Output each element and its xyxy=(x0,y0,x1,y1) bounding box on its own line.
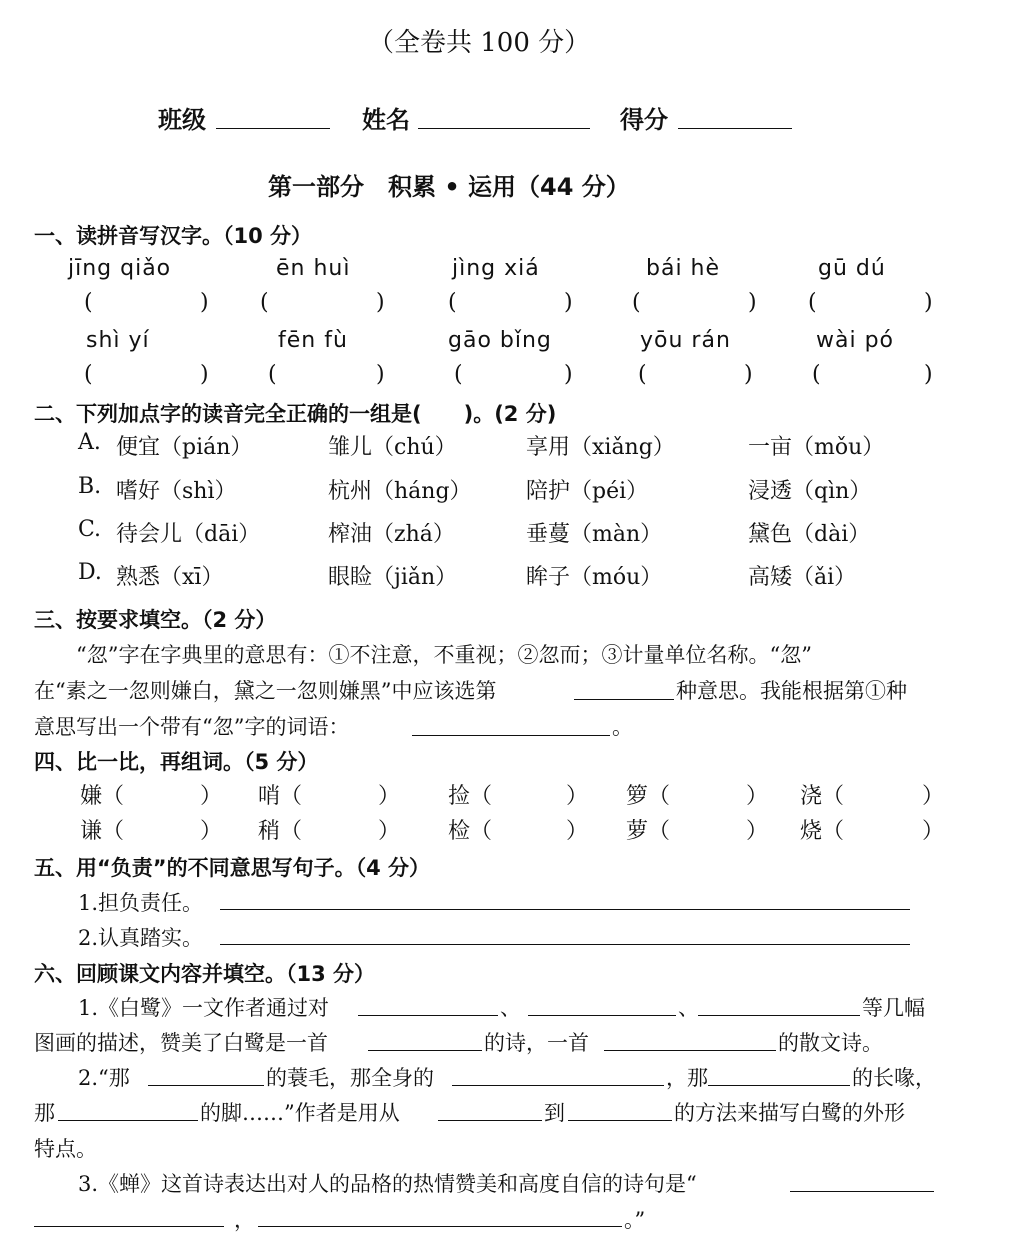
q6-i1-sep2: 、 xyxy=(678,996,699,1020)
answer-box-close: ) xyxy=(376,362,385,387)
answer-box-close: ) xyxy=(748,290,757,315)
q6-i1-sep1: 、 xyxy=(500,996,521,1020)
q5-title: 五、用“负责”的不同意思写句子。（4 分） xyxy=(34,856,431,880)
answer-box-close: ) xyxy=(744,362,753,387)
option-letter: D. xyxy=(78,560,102,585)
q6-blank[interactable] xyxy=(604,1050,776,1051)
q3-blank-1[interactable] xyxy=(574,699,674,700)
option-item: 高矮（ǎi） xyxy=(748,565,857,590)
compare-char: 稍（ xyxy=(258,819,303,844)
q6-i2-e: 那 xyxy=(34,1101,55,1125)
q5-answer-line-1[interactable] xyxy=(220,909,910,910)
q6-i2-f: 的脚……”作者是用从 xyxy=(200,1101,400,1125)
q6-blank[interactable] xyxy=(258,1226,622,1227)
q6-blank[interactable] xyxy=(438,1120,542,1121)
option-item: 待会儿（dāi） xyxy=(116,522,261,547)
pinyin-7: fēn fù xyxy=(278,328,348,353)
q6-blank[interactable] xyxy=(368,1050,482,1051)
q3-blank-2[interactable] xyxy=(412,735,610,736)
class-field[interactable] xyxy=(216,128,330,129)
q6-i1-b: 等几幅 xyxy=(862,996,925,1020)
compare-close: ） xyxy=(200,819,223,844)
q6-i2-c: ，那 xyxy=(666,1066,708,1090)
q1-title: 一、读拼音写汉字。（10 分） xyxy=(34,224,313,248)
pinyin-3: jìng xiá xyxy=(452,256,540,281)
q6-i3-b: ， xyxy=(234,1208,255,1232)
q3-line2a: 在“素之一忽则嫌白，黛之一忽则嫌黑”中应该选第 xyxy=(34,679,497,703)
q6-i2-i: 特点。 xyxy=(34,1137,97,1161)
q3-line3b: 。 xyxy=(612,715,633,739)
option-item: 浸透（qìn） xyxy=(748,479,872,504)
pinyin-9: yōu rán xyxy=(640,328,731,353)
compare-close: ） xyxy=(566,784,589,809)
q6-blank[interactable] xyxy=(452,1085,664,1086)
pinyin-5: gū dú xyxy=(818,256,886,281)
q6-blank[interactable] xyxy=(58,1120,198,1121)
answer-box-open: ( xyxy=(448,290,457,315)
q6-blank[interactable] xyxy=(568,1120,672,1121)
option-item: 眼睑（jiǎn） xyxy=(328,565,458,590)
pinyin-1: jīng qiǎo xyxy=(68,256,172,281)
q6-i3-c: 。” xyxy=(624,1208,646,1232)
answer-box-close: ) xyxy=(924,290,933,315)
q6-blank[interactable] xyxy=(790,1191,934,1192)
compare-close: ） xyxy=(200,784,223,809)
option-item: 陪护（péi） xyxy=(526,479,649,504)
compare-char: 浇（ xyxy=(800,784,845,809)
pinyin-4: bái hè xyxy=(646,256,721,281)
name-field[interactable] xyxy=(418,128,590,129)
compare-close: ） xyxy=(922,784,945,809)
option-letter: C. xyxy=(78,517,102,542)
answer-box-open: ( xyxy=(268,362,277,387)
option-item: 便宜（pián） xyxy=(116,435,253,460)
class-label: 班级 xyxy=(158,106,206,134)
q6-i1-e: 的散文诗。 xyxy=(778,1031,883,1055)
answer-box-close: ) xyxy=(564,362,573,387)
q6-i2-g: 到 xyxy=(544,1101,565,1125)
compare-close: ） xyxy=(566,819,589,844)
pinyin-10: wài pó xyxy=(816,328,895,353)
q6-title: 六、回顾课文内容并填空。（13 分） xyxy=(34,962,376,986)
total-score-title: （全卷共 100 分） xyxy=(368,28,591,58)
answer-box-close: ) xyxy=(376,290,385,315)
answer-box-open: ( xyxy=(632,290,641,315)
q6-i2-h: 的方法来描写白鹭的外形 xyxy=(674,1101,905,1125)
answer-box-close: ) xyxy=(564,290,573,315)
answer-box-close: ) xyxy=(200,362,209,387)
compare-char: 箩（ xyxy=(626,784,671,809)
answer-box-open: ( xyxy=(808,290,817,315)
q5-item2: 2.认真踏实。 xyxy=(78,926,204,950)
option-item: 垂蔓（màn） xyxy=(526,522,663,547)
q6-i3-a: 3.《蝉》这首诗表达出对人的品格的热情赞美和高度自信的诗句是“ xyxy=(78,1172,697,1196)
q6-i1-a: 1.《白鹭》一文作者通过对 xyxy=(78,996,330,1020)
score-field[interactable] xyxy=(678,128,792,129)
answer-box-open: ( xyxy=(812,362,821,387)
q5-item1: 1.担负责任。 xyxy=(78,891,204,915)
option-item: 杭州（háng） xyxy=(328,479,472,504)
compare-char: 嫌（ xyxy=(80,784,125,809)
q4-title: 四、比一比，再组词。（5 分） xyxy=(34,750,319,774)
answer-box-open: ( xyxy=(84,290,93,315)
q6-blank[interactable] xyxy=(528,1015,676,1016)
answer-box-open: ( xyxy=(84,362,93,387)
q6-i1-c: 图画的描述，赞美了白鹭是一首 xyxy=(34,1031,328,1055)
q3-line2b: 种意思。我能根据第①种 xyxy=(676,679,907,703)
q6-blank[interactable] xyxy=(708,1085,850,1086)
compare-char: 检（ xyxy=(448,819,493,844)
option-item: 享用（xiǎng） xyxy=(526,435,675,460)
q3-title: 三、按要求填空。（2 分） xyxy=(34,608,277,632)
q3-line3a: 意思写出一个带有“忽”字的词语： xyxy=(34,715,350,739)
compare-close: ） xyxy=(746,819,769,844)
q2-title: 二、下列加点字的读音完全正确的一组是( )。(2 分) xyxy=(34,402,557,426)
option-item: 黛色（dài） xyxy=(748,522,871,547)
q6-blank[interactable] xyxy=(148,1085,264,1086)
q5-answer-line-2[interactable] xyxy=(220,944,910,945)
compare-char: 烧（ xyxy=(800,819,845,844)
option-item: 眸子（móu） xyxy=(526,565,663,590)
option-item: 榨油（zhá） xyxy=(328,522,455,547)
pinyin-2: ēn huì xyxy=(276,256,351,281)
answer-box-close: ) xyxy=(924,362,933,387)
option-item: 熟悉（xī） xyxy=(116,565,224,590)
q6-blank[interactable] xyxy=(698,1015,860,1016)
score-label: 得分 xyxy=(620,106,668,134)
compare-close: ） xyxy=(378,819,401,844)
q3-line1: “忽”字在字典里的意思有：①不注意，不重视；②忽而；③计量单位名称。“忽” xyxy=(76,643,812,667)
compare-char: 哨（ xyxy=(258,784,303,809)
part1-title: 第一部分 积累 • 运用（44 分） xyxy=(268,173,630,201)
compare-close: ） xyxy=(746,784,769,809)
option-item: 嗜好（shì） xyxy=(116,479,237,504)
q6-i1-d: 的诗，一首 xyxy=(484,1031,589,1055)
answer-box-open: ( xyxy=(260,290,269,315)
option-item: 一亩（mǒu） xyxy=(748,435,885,460)
name-label: 姓名 xyxy=(362,106,410,134)
compare-close: ） xyxy=(922,819,945,844)
q6-blank[interactable] xyxy=(34,1226,224,1227)
compare-char: 萝（ xyxy=(626,819,671,844)
pinyin-6: shì yí xyxy=(86,328,150,353)
q6-i2-d: 的长喙， xyxy=(852,1066,936,1090)
compare-char: 谦（ xyxy=(80,819,125,844)
answer-box-close: ) xyxy=(200,290,209,315)
option-item: 雏儿（chú） xyxy=(328,435,457,460)
option-letter: A. xyxy=(78,430,101,455)
q6-i2-b: 的蓑毛，那全身的 xyxy=(266,1066,434,1090)
compare-close: ） xyxy=(378,784,401,809)
option-letter: B. xyxy=(78,474,102,499)
answer-box-open: ( xyxy=(638,362,647,387)
answer-box-open: ( xyxy=(454,362,463,387)
pinyin-8: gāo bǐng xyxy=(448,328,552,353)
q6-i2-a: 2.“那 xyxy=(78,1066,130,1090)
compare-char: 捡（ xyxy=(448,784,493,809)
q6-blank[interactable] xyxy=(358,1015,498,1016)
